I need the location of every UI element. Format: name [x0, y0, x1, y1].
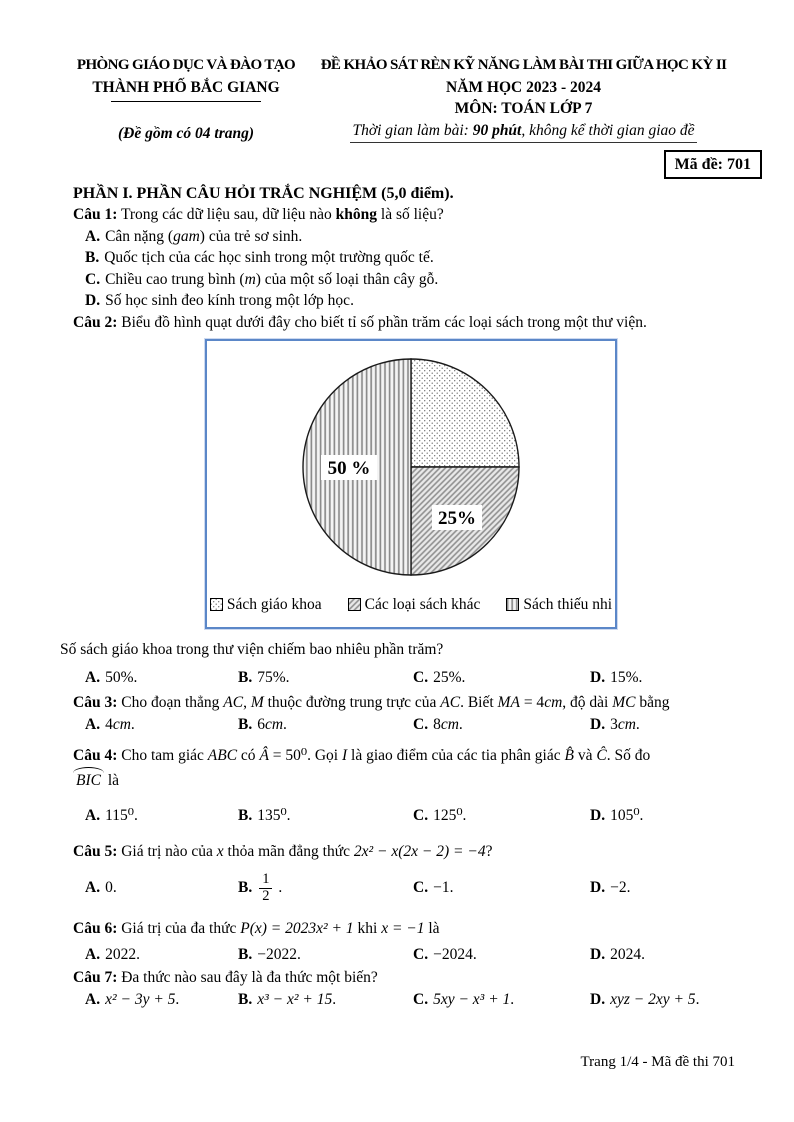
- question-1-text: Trong các dữ liệu sau, dữ liệu nào không là số liệu?: [120, 206, 444, 223]
- pie-chart: [207, 351, 615, 583]
- option-b: B. Quốc tịch của các học sinh trong một trường quốc tế.: [85, 249, 434, 266]
- issuing-department: PHÒNG GIÁO DỤC VÀ ĐÀO TẠO: [76, 57, 296, 73]
- header-left-block: [60, 55, 312, 145]
- legend-swatch-dots: [210, 598, 223, 611]
- pie-slice-sach-giao-khoa: [411, 359, 519, 467]
- option-d: D. 105⁰.: [590, 807, 644, 824]
- question-2-post-text: Số sách giáo khoa trong thư viện chiếm bao nhiêu phần trăm?: [60, 641, 444, 658]
- question-2-options: [85, 667, 735, 689]
- option-c: C. 25%.: [413, 668, 466, 686]
- time-limit-line: Thời gian làm bài: 90 phút, không kể thời gian giao đề: [350, 120, 696, 144]
- option-c: C. 8cm.: [413, 715, 463, 733]
- question-3-options: [85, 714, 735, 736]
- question-2: [73, 312, 735, 334]
- header-right-block: [312, 55, 735, 145]
- question-2-text: Biểu đồ hình quạt dưới đây cho biết tỉ số phần trăm các loại sách trong một thư viện.: [121, 313, 647, 331]
- option-c: C. Chiều cao trung bình (m) của một số loại thân cây gỗ.: [85, 270, 439, 288]
- question-3: [73, 692, 735, 714]
- question-7: [73, 967, 735, 989]
- issuing-city: THÀNH PHỐ BẮC GIANG: [92, 78, 280, 96]
- option-d: D. −2.: [590, 879, 631, 897]
- pie-legend: [207, 594, 615, 616]
- option-b: B. x³ − x² + 15.: [238, 990, 337, 1008]
- legend-item-cac-loai-sach-khac: [348, 594, 481, 616]
- page-count-note: (Đề gồm có 04 trang): [117, 125, 255, 142]
- question-5: [73, 841, 735, 863]
- option-a: A. Cân nặng (gam) của trẻ sơ sinh.: [85, 227, 303, 245]
- question-5-label: Câu 5:: [73, 842, 118, 860]
- question-1: [73, 204, 735, 226]
- option-a: A. 115⁰.: [85, 807, 138, 824]
- pie-chart-panel: [205, 339, 617, 629]
- subject-line: MÔN: TOÁN LỚP 7: [454, 100, 593, 117]
- section-title: PHẦN I. PHẦN CÂU HỎI TRẮC NGHIỆM (5,0 điểm).: [73, 184, 454, 202]
- question-1-label: Câu 1:: [73, 206, 118, 223]
- question-6-label: Câu 6:: [73, 920, 118, 937]
- exam-title: ĐỀ KHẢO SÁT RÈN KỸ NĂNG LÀM BÀI THI GIỮA HỌC KỲ II: [320, 57, 727, 73]
- option-b: B. 135⁰.: [238, 807, 291, 824]
- school-year: NĂM HỌC 2023 - 2024: [446, 78, 601, 96]
- option-a: A. 2022.: [85, 945, 140, 963]
- exam-header: [60, 55, 735, 145]
- question-5-text: Giá trị nào của x thỏa mãn đẳng thức 2x² − x(2x − 2) = −4?: [121, 842, 493, 860]
- option-a: A. 4cm.: [85, 715, 135, 733]
- option-c: C. 125⁰.: [413, 807, 467, 824]
- page-footer: Trang 1/4 - Mã đề thi 701: [580, 1054, 735, 1070]
- question-7-options: [85, 989, 735, 1011]
- option-a: A. 50%.: [85, 668, 138, 686]
- question-4-text: Cho tam giác ABC có Â = 50⁰. Gọi I là giao điểm của các tia phân giác B̂ và Ĉ. Số đo BIC là: [73, 747, 650, 789]
- legend-item-sach-giao-khoa: [210, 594, 322, 616]
- option-b: B. 6cm.: [238, 715, 287, 733]
- option-d: D. xyz − 2xy + 5.: [590, 990, 700, 1008]
- option-b: B. −2022.: [238, 945, 301, 963]
- question-4-label: Câu 4:: [73, 747, 118, 764]
- question-4-options: [85, 805, 735, 827]
- legend-item-sach-thieu-nhi: [506, 594, 612, 616]
- question-2-label: Câu 2:: [73, 313, 118, 331]
- option-b: B. 75%.: [238, 668, 290, 686]
- legend-swatch-vertical: [506, 598, 519, 611]
- option-d: D. 2024.: [590, 945, 645, 963]
- question-6-options: [85, 944, 735, 966]
- question-3-text: Cho đoạn thẳng AC, M thuộc đường trung trực của AC. Biết MA = 4cm, độ dài MC bằng: [121, 694, 670, 711]
- pie-label-50: 50 %: [327, 458, 371, 479]
- legend-label: Các loại sách khác: [364, 595, 481, 613]
- option-d: D. Số học sinh đeo kính trong một lớp học.: [85, 292, 354, 309]
- legend-label: Sách giáo khoa: [226, 595, 322, 613]
- question-5-options: [85, 868, 735, 908]
- question-6-text: Giá trị của đa thức P(x) = 2023x² + 1 khi x = −1 là: [121, 920, 440, 937]
- exam-code-row: [60, 150, 762, 179]
- option-a: A. 0.: [85, 879, 117, 897]
- option-d: D. 3cm.: [590, 715, 640, 733]
- pie-label-25: 25%: [438, 508, 476, 529]
- question-1-options: [85, 226, 735, 312]
- question-3-label: Câu 3:: [73, 694, 118, 711]
- question-7-text: Đa thức nào sau đây là đa thức một biến?: [121, 969, 378, 986]
- exam-code-box: Mã đề: 701: [664, 150, 762, 179]
- option-b: B. $\frac{1}{2}$ .: [238, 870, 283, 904]
- header-divider-line: [111, 101, 261, 102]
- legend-label: Sách thiếu nhi: [523, 595, 613, 613]
- question-4: [73, 745, 735, 791]
- question-6: [73, 918, 735, 940]
- question-7-label: Câu 7:: [73, 969, 118, 986]
- option-c: C. −2024.: [413, 945, 477, 963]
- option-d: D. 15%.: [590, 668, 643, 686]
- legend-swatch-diagonal: [348, 598, 361, 611]
- option-a: A. x² − 3y + 5.: [85, 990, 180, 1008]
- option-c: C. 5xy − x³ + 1.: [413, 990, 515, 1008]
- option-c: C. −1.: [413, 879, 454, 897]
